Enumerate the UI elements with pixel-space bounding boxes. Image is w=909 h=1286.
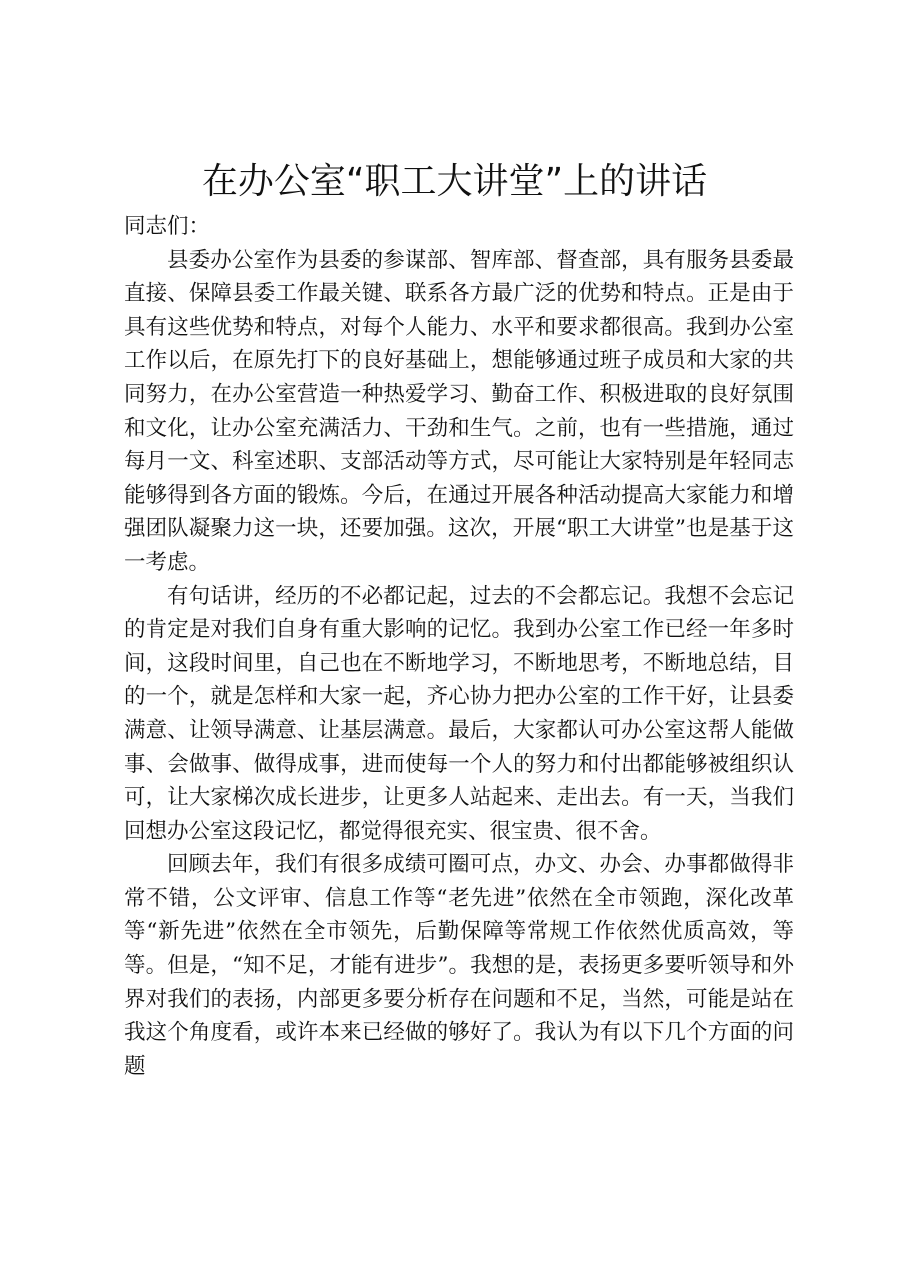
document-title: 在办公室“职工大讲堂”上的讲话 [201,161,708,202]
document-body [124,210,794,1083]
paragraph: 县委办公室作为县委的参谋部、智库部、督查部，具有服务县委最直接、保障县委工作最关键、联系各方最广泛的优势和特点。正是由于具有这些优势和特点，对每个人能力、水平和要求都很高。我到办公室工作以后，在原先打下的良好基础上，想能够通过班子成员和大家的共同努力，在办公室营造一种热爱学习、勤奋工作、积极进取的良好氛围和文化，让办公室充满活力、干劲和生气。之前，也有一些措施，通过每月一文、科室述职、支部活动等方式，尽可能让大家特别是年轻同志能够得到各方面的锻炼。今后，在通过开展各种活动提高大家能力和增强团队凝聚力这一块，还要加强。这次，开展“职工大讲堂”也是基于这一考虑。 [124,247,794,575]
paragraph: 回顾去年，我们有很多成绩可圈可点，办文、办会、办事都做得非常不错，公文评审、信息工作等“老先进”依然在全市领跑，深化改革等“新先进”依然在全市领先，后勤保障等常规工作依然优质高效，等等。但是，“知不足，才能有进步”。我想的是，表扬更多要听领导和外界对我们的表扬，内部更多要分析存在问题和不足，当然，可能是站在我这个角度看，或许本来已经做的够好了。我认为有以下几个方面的问题 [124,852,794,1079]
salutation: 同志们： [124,214,211,239]
paragraph: 有句话讲，经历的不必都记起，过去的不会都忘记。我想不会忘记的肯定是对我们自身有重大影响的记忆。我到办公室工作已经一年多时间，这段时间里，自己也在不断地学习，不断地思考，不断地总结，目的一个，就是怎样和大家一起，齐心协力把办公室的工作干好，让县委满意、让领导满意、让基层满意。最后，大家都认可办公室这帮人能做事、会做事、做得成事，进而使每一个人的努力和付出都能够被组织认可，让大家梯次成长进步，让更多人站起来、走出去。有一天，当我们回想办公室这段记忆，都觉得很充实、很宝贵、很不舍。 [124,583,794,844]
